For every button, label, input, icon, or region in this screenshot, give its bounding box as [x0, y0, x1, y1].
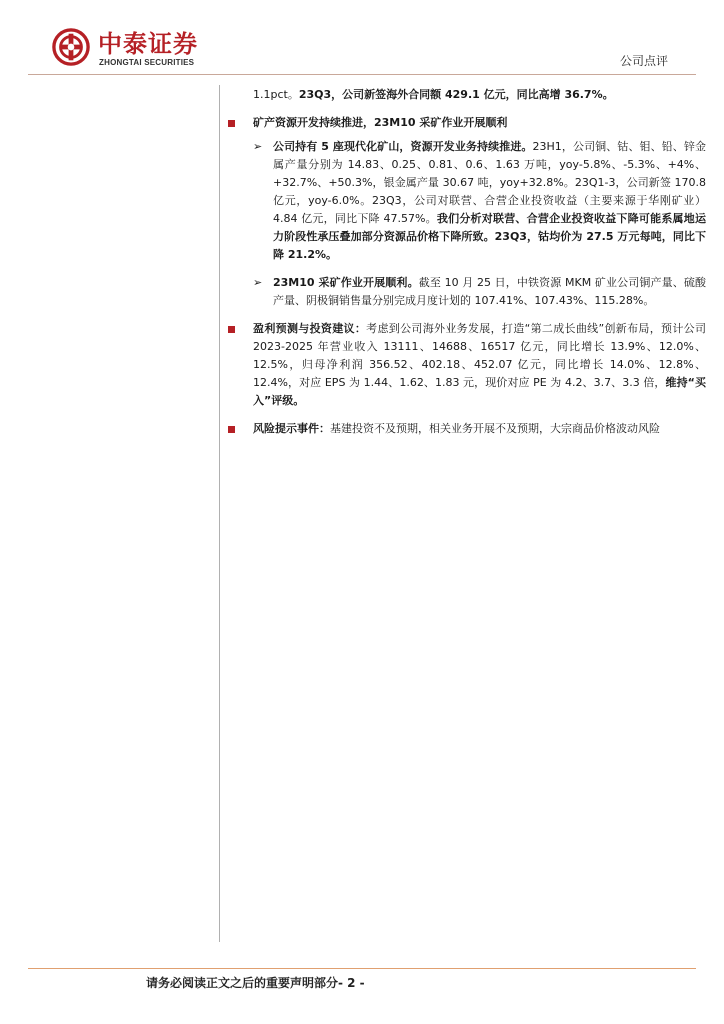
sub1-text: 23H1，公司铜、钴、钼、铅、锌金属产量分别为 14.83、0.25、0.81、0.6、1.63 万吨，yoy-5.8%、-5.3%、+4%、+32.7%、+50.3%，银金属产量 30.67 吨，yoy+32.8%。23Q1-3，公司新签 170.8 亿元，yoy-6.0%。23Q3，公司对联营、合营企业投资收益（主要来源于华刚矿业）4.84 亿元，同比下降 47.57%。	[273, 140, 706, 225]
brand-name-en: ZHONGTAI SECURITIES	[99, 58, 195, 67]
section2-tail: 维持“买入”评级。	[253, 376, 706, 407]
bullet-square-icon	[228, 120, 235, 127]
footer-disclaimer: 请务必阅读正文之后的重要声明部分- 2 -	[146, 976, 365, 990]
intro-text: 1.1pct。	[253, 88, 299, 101]
sub1-tail: 我们分析对联营、合营企业投资收益下降可能系属地运力阶段性承压叠加部分资源品价格下降所致。23Q3，钴均价为 27.5 万元每吨，同比下降 21.2%。	[273, 212, 706, 261]
section3-text: 基建投资不及预期，相关业务开展不及预期，大宗商品价格波动风险	[330, 422, 660, 435]
brand-name-cn: 中泰证券	[98, 30, 198, 58]
arrow-bullet-icon: ➢	[253, 276, 263, 289]
zhongtai-logo-icon	[52, 28, 90, 66]
intro-line	[228, 86, 706, 104]
sub-point-mining-ops	[228, 274, 706, 310]
sub-point-mines	[228, 138, 706, 264]
section2-text: 考虑到公司海外业务发展，打造“第二成长曲线”创新布局，预计公司 2023-2025 年营业收入 13111、14688、16517 亿元，同比增长 13.9%、12.0%、12.5%，归母净利润 356.52、402.18、452.07 亿元，同比增长 14.0%、12.8%、12.4%，对应 EPS 为 1.44、1.62、1.83 元，现价对应 PE 为 4.2、3.7、3.3 倍，	[253, 322, 706, 389]
section1-title: 矿产资源开发持续推进，23M10 采矿作业开展顺利	[253, 116, 508, 129]
report-type-label: 公司点评	[619, 54, 668, 68]
sub2-text: 截至 10 月 25 日，中铁资源 MKM 矿业公司铜产量、硫酸产量、阴极铜销售量分别完成月度计划的 107.41%、107.43%、115.28%。	[273, 276, 707, 307]
sub2-lead: 23M10 采矿作业开展顺利。	[273, 276, 419, 289]
page-header	[0, 0, 724, 80]
intro-bold: 23Q3，公司新签海外合同额 429.1 亿元，同比高增 36.7%。	[298, 88, 614, 101]
bullet-square-icon	[228, 326, 235, 333]
section-heading-mining	[228, 114, 706, 132]
section3-lead: 风险提示事件：	[253, 422, 330, 435]
left-margin-rule	[219, 85, 220, 942]
header-divider	[28, 74, 696, 75]
section-risk	[228, 420, 706, 438]
sub1-lead: 公司持有 5 座现代化矿山，资源开发业务持续推进。	[273, 140, 533, 153]
footer-divider	[28, 968, 696, 969]
main-content	[228, 86, 706, 438]
bullet-square-icon	[228, 426, 235, 433]
section-forecast	[228, 320, 706, 410]
arrow-bullet-icon: ➢	[253, 140, 263, 153]
section2-lead: 盈利预测与投资建议：	[253, 322, 367, 335]
